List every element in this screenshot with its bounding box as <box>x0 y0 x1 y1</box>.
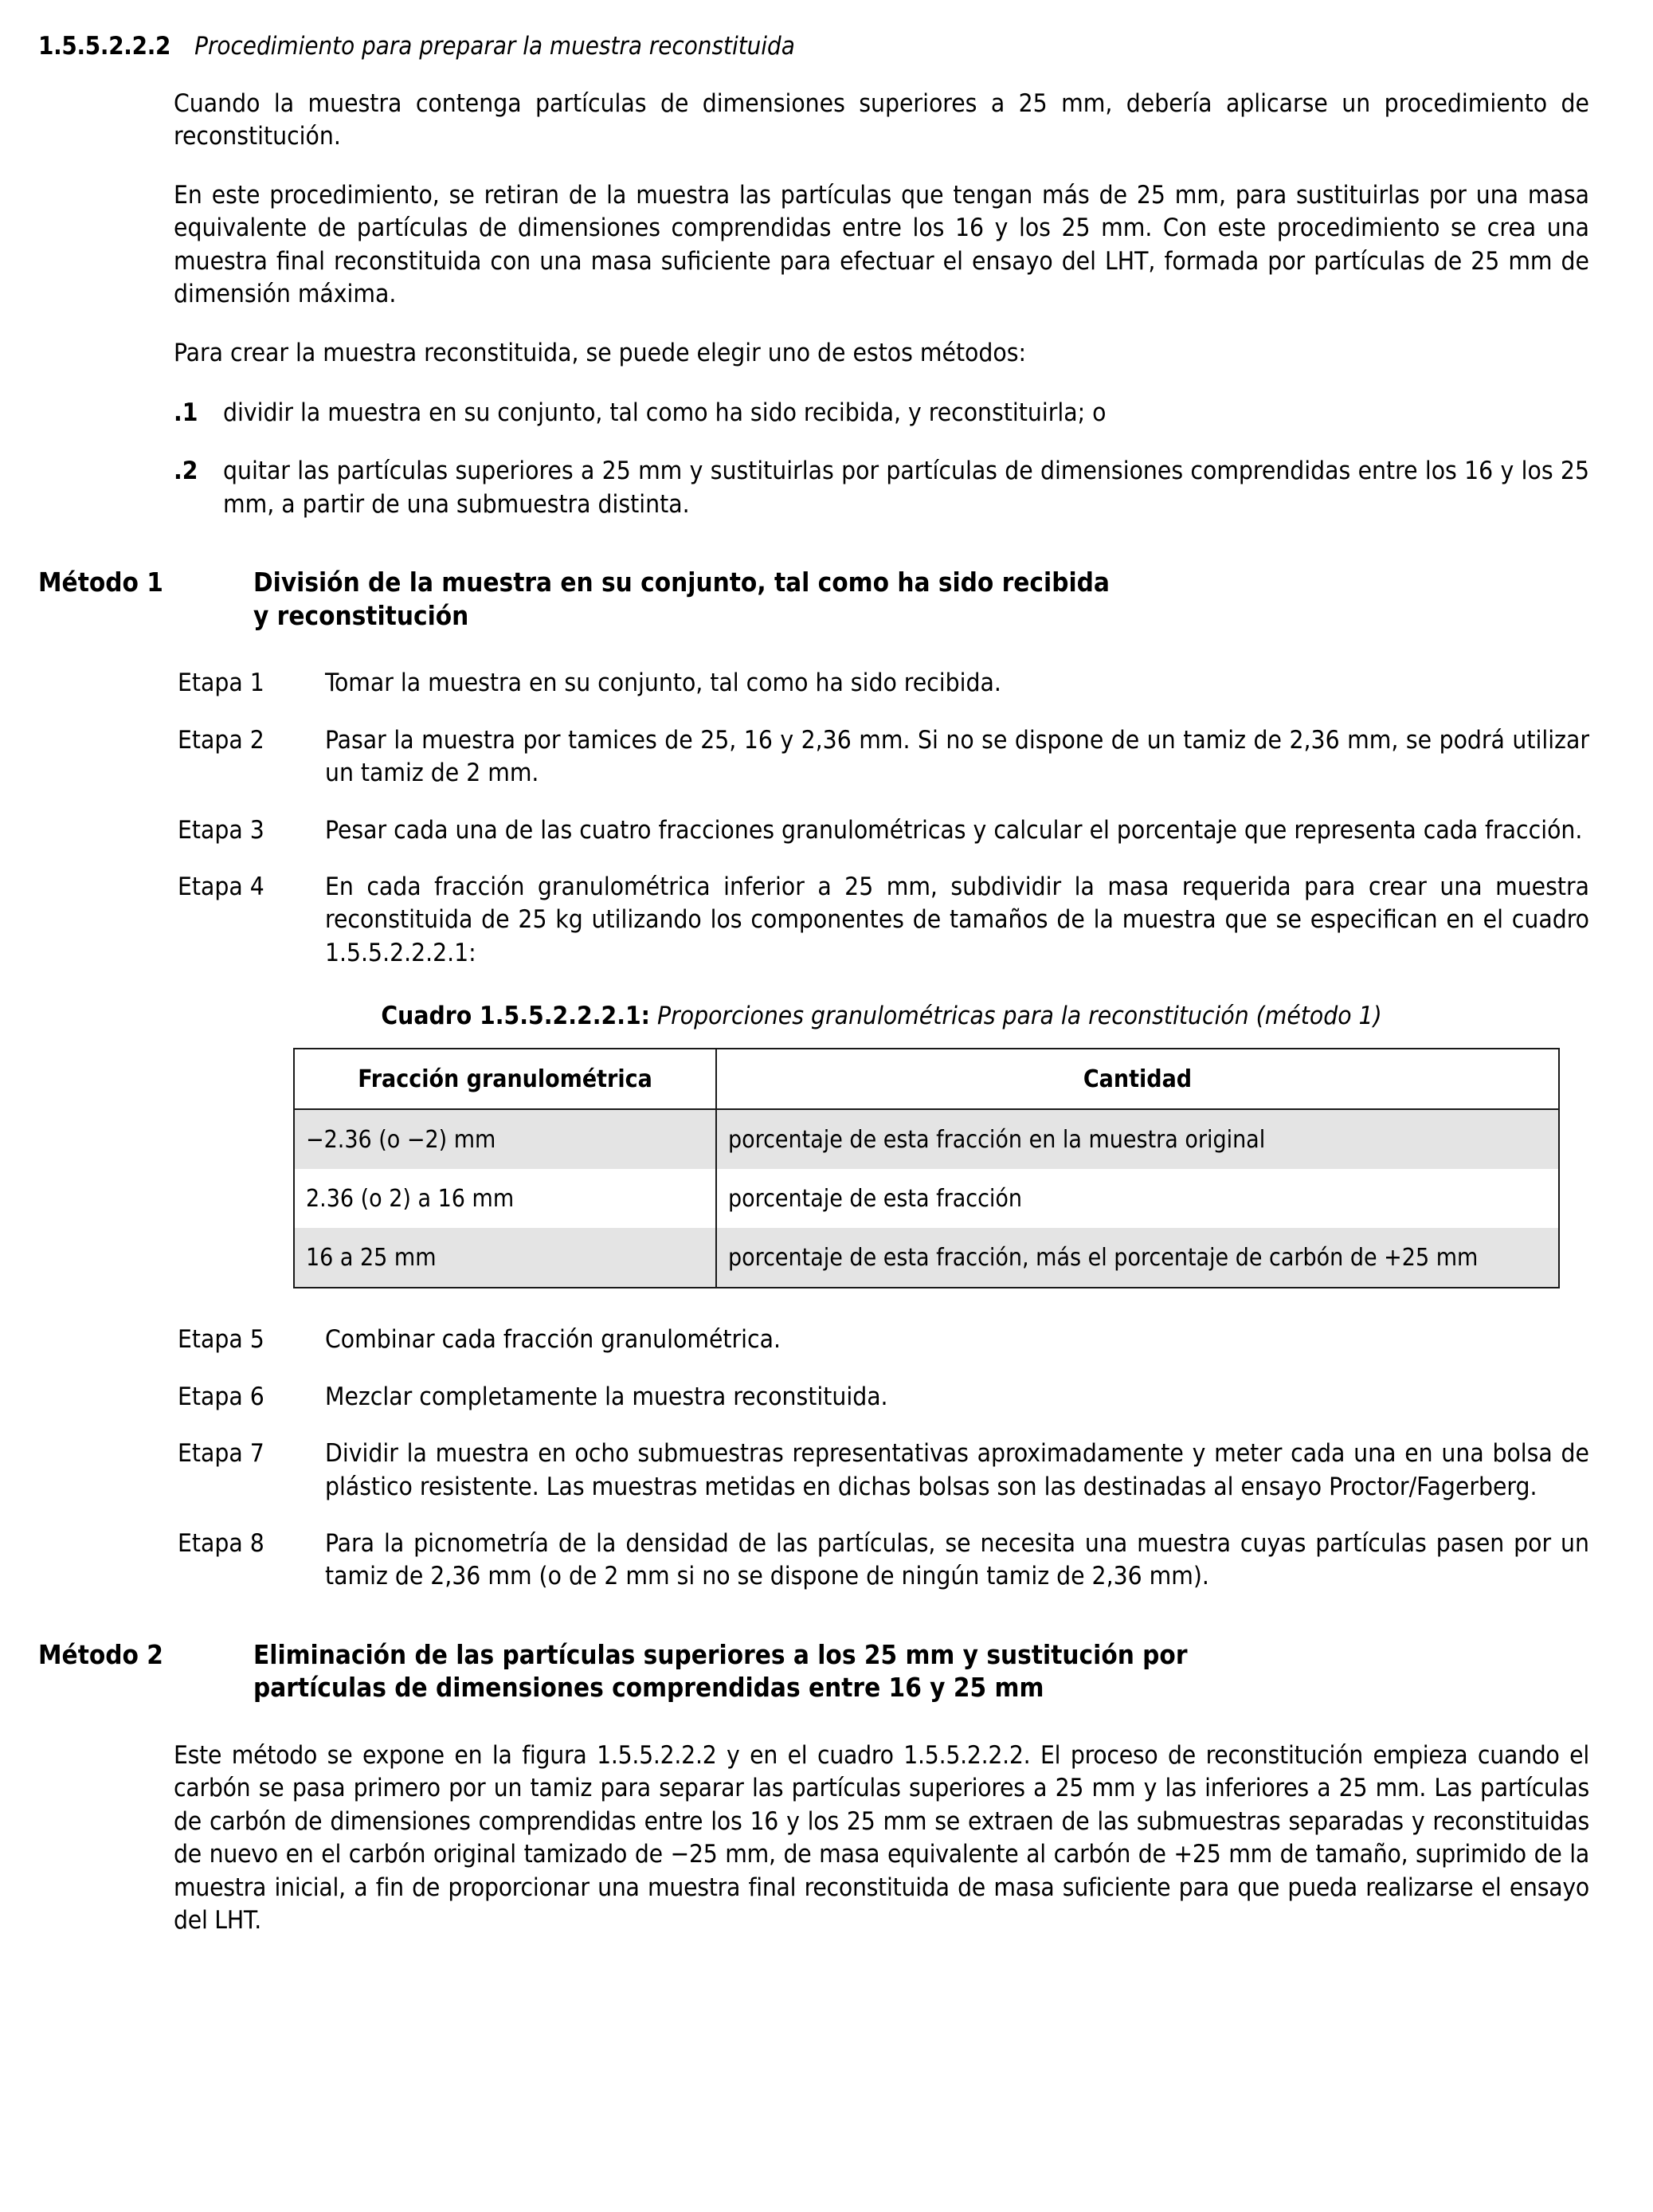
method1-title-line2: y reconstitución <box>253 599 469 631</box>
step-text: Combinar cada fracción granulométrica. <box>325 1325 781 1355</box>
step-text: Pesar cada una de las cuatro fracciones granulométricas y calcular el porcentaje que representa cada fracción. <box>325 815 1583 845</box>
step-label: Etapa 3 <box>178 815 264 845</box>
cell-fraction: −2.36 (o −2) mm <box>294 1109 716 1169</box>
method1-title-line1: División de la muestra en su conjunto, tal como ha sido recibida <box>253 567 1110 598</box>
step-row <box>38 871 1589 970</box>
step-row <box>38 1324 1589 1356</box>
step-label: Etapa 6 <box>178 1382 264 1411</box>
column-header-quantity: Cantidad <box>716 1049 1559 1109</box>
column-header-fraction: Fracción granulométrica <box>294 1049 716 1109</box>
cell-fraction: 16 a 25 mm <box>294 1228 716 1288</box>
table-row <box>294 1169 1559 1228</box>
method1-steps-before-table <box>38 667 1589 970</box>
list-item-label: .2 <box>174 457 198 486</box>
step-text: Dividir la muestra en ocho submuestras representativas aproximadamente y meter cada una en una bolsa de plástico resistente. Las muestras metidas en dichas bolsas son las destinadas al ensayo Proctor/Fagerberg. <box>325 1439 1589 1501</box>
list-item-text: dividir la muestra en su conjunto, tal como ha sido recibida, y reconstituirla; o <box>223 398 1107 427</box>
step-row <box>38 1381 1589 1414</box>
step-text: Pasar la muestra por tamices de 25, 16 y 2,36 mm. Si no se dispone de un tamiz de 2,36 mm, se podrá utilizar un tamiz de 2 mm. <box>325 725 1589 788</box>
method2-body <box>174 1739 1589 1938</box>
step-label: Etapa 4 <box>178 873 264 902</box>
step-row <box>38 814 1589 847</box>
step-row <box>38 1528 1589 1594</box>
granulometric-table-block <box>38 1002 1605 1288</box>
method1-heading <box>38 566 1605 632</box>
step-text: Para la picnometría de la densidad de las partículas, se necesita una muestra cuyas partículas pasen por un tamiz de 2,36 mm (o de 2 mm si no se dispone de ningún tamiz de 2,36 mm). <box>325 1529 1589 1591</box>
list-item <box>174 397 1589 429</box>
paragraph: Este método se expone en la figura 1.5.5.2.2.2 y en el cuadro 1.5.5.2.2.2. El proceso de reconstitución empieza cuando el carbón se pasa primero por un tamiz para separar las partículas superiores a 25 mm y las inferiores a 25 mm. Las partículas de carbón de dimensiones comprendidas entre los 16 y los 25 mm se extraen de las submuestras separadas y reconstituidas de nuevo en el carbón original tamizado de −25 mm, de masa equivalente al carbón de +25 mm de tamaño, suprimido de la muestra inicial, a fin de proporcionar una muestra final reconstituida de masa suficiente para que pueda realizarse el ensayo del LHT. <box>174 1741 1589 1936</box>
list-item <box>174 455 1589 521</box>
section-number: 1.5.5.2.2.2 <box>38 32 171 61</box>
step-text: Mezclar completamente la muestra reconstituida. <box>325 1382 888 1411</box>
cell-quantity: porcentaje de esta fracción <box>716 1169 1559 1228</box>
method1-label: Método 1 <box>38 567 163 598</box>
method2-title-line1: Eliminación de las partículas superiores a los 25 mm y sustitución por <box>253 1638 1188 1670</box>
step-text: Tomar la muestra en su conjunto, tal como ha sido recibida. <box>325 669 1001 698</box>
granulometric-table <box>293 1048 1560 1288</box>
step-row <box>38 1437 1589 1504</box>
section-title: Procedimiento para preparar la muestra reconstituida <box>194 32 795 61</box>
table-caption-text: Proporciones granulométricas para la reconstitución (método 1) <box>657 1002 1382 1031</box>
table-caption-number: Cuadro 1.5.5.2.2.2.1: <box>381 1002 651 1031</box>
list-item-label: .1 <box>174 398 198 427</box>
step-label: Etapa 8 <box>178 1529 264 1559</box>
paragraph: En este procedimiento, se retiran de la muestra las partículas que tengan más de 25 mm, para sustituirlas por una masa equivalente de partículas de dimensiones comprendidas entre los 16 y los 25 mm. Con este procedimiento se crea una muestra final reconstituida con una masa suficiente para efectuar el ensayo del LHT, formada por partículas de 25 mm de dimensión máxima. <box>174 180 1589 309</box>
method1-steps-after-table <box>38 1324 1589 1594</box>
method1-title <box>253 566 1605 632</box>
cell-quantity: porcentaje de esta fracción, más el porcentaje de carbón de +25 mm <box>716 1228 1559 1288</box>
section-heading <box>38 32 1605 61</box>
paragraph: Cuando la muestra contenga partículas de dimensiones superiores a 25 mm, debería aplicarse un procedimiento de reconstitución. <box>174 89 1589 151</box>
step-label: Etapa 7 <box>178 1439 264 1469</box>
step-row <box>38 724 1589 790</box>
step-label: Etapa 5 <box>178 1325 264 1355</box>
method2-title <box>253 1638 1605 1704</box>
method2-heading <box>38 1638 1605 1704</box>
cell-quantity: porcentaje de esta fracción en la muestra original <box>716 1109 1559 1169</box>
table-header-row <box>294 1049 1559 1109</box>
table-row <box>294 1109 1559 1169</box>
table-body <box>294 1109 1559 1288</box>
cell-fraction: 2.36 (o 2) a 16 mm <box>294 1169 716 1228</box>
step-text: En cada fracción granulométrica inferior a 25 mm, subdividir la masa requerida para crear una muestra reconstituida de 25 kg utilizando los componentes de tamaños de la muestra que se especifican en el cuadro 1.5.5.2.2.2.1: <box>325 873 1589 967</box>
paragraph: Para crear la muestra reconstituida, se puede elegir uno de estos métodos: <box>174 338 1027 367</box>
table-header <box>294 1049 1559 1109</box>
table-caption <box>38 1002 1605 1030</box>
table-row <box>294 1228 1559 1288</box>
intro-block <box>174 88 1589 370</box>
method2-label: Método 2 <box>38 1638 163 1670</box>
step-label: Etapa 1 <box>178 669 264 698</box>
method2-title-line2: partículas de dimensiones comprendidas entre 16 y 25 mm <box>253 1672 1044 1704</box>
step-label: Etapa 2 <box>178 725 264 755</box>
step-row <box>38 667 1589 700</box>
methods-choice-list <box>174 397 1589 521</box>
list-item-text: quitar las partículas superiores a 25 mm y sustituirlas por partículas de dimensiones comprendidas entre los 16 y los 25 mm, a partir de una submuestra distinta. <box>223 457 1589 519</box>
